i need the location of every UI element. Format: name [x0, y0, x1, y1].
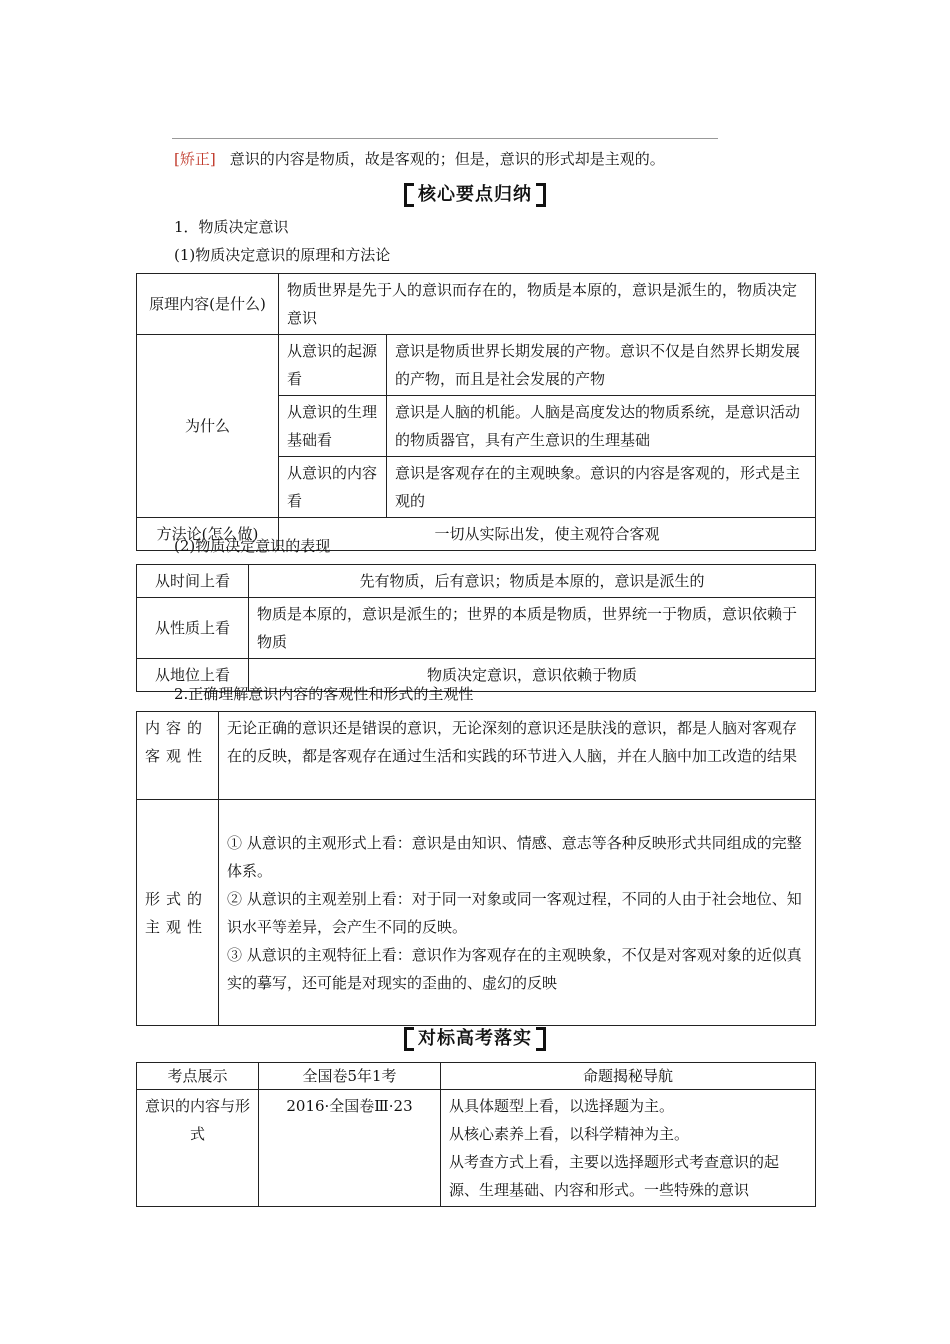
manifestation-table [136, 564, 816, 692]
exam-source: 2016·全国卷Ⅲ·23 [259, 1090, 441, 1207]
exam-table [136, 1062, 816, 1207]
point1-heading: 1．物质决定意识 [174, 218, 289, 236]
correction-line [174, 148, 774, 170]
subjective-item-2: ② 从意识的主观差别上看：对于同一对象或同一客观过程，不同的人由于社会地位、知识水平等差异，会产生不同的反映。 [227, 889, 802, 936]
subjective-item-1: ① 从意识的主观形式上看：意识是由知识、情感、意志等各种反映形式共同组成的完整体系。 [227, 833, 802, 880]
principle-table [136, 273, 816, 551]
objectivity-table [136, 711, 816, 1026]
point1-sub1: (1)物质决定意识的原理和方法论 [174, 246, 391, 264]
method-text: 一切从实际出发，使主观符合客观 [279, 518, 816, 551]
correction-text: 意识的内容是物质，故是客观的；但是，意识的形式却是主观的。 [229, 150, 665, 168]
exam-topic: 意识的内容与形式 [137, 1090, 259, 1207]
principle-text: 物质世界是先于人的意识而存在的，物质是本原的，意识是派生的，物质决定意识 [279, 274, 816, 335]
point2-heading: 2.正确理解意识内容的客观性和形式的主观性 [174, 685, 474, 703]
time-label: 从时间上看 [137, 565, 249, 598]
subjective-item-3: ③ 从意识的主观特征上看：意识作为客观存在的主观映象，不仅是对客观对象的近似真实的摹写，还可能是对现实的歪曲的、虚幻的反映 [227, 945, 802, 992]
point1-sub2: (2)物质决定意识的表现 [174, 537, 331, 555]
origin-label: 从意识的起源看 [279, 335, 387, 396]
time-text: 先有物质，后有意识；物质是本原的，意识是派生的 [249, 565, 816, 598]
content-text: 意识是客观存在的主观映象。意识的内容是客观的，形式是主观的 [387, 457, 816, 518]
subjective-cell [219, 800, 816, 1026]
method-label: 方法论(怎么做) [137, 518, 279, 551]
physiology-text: 意识是人脑的机能。人脑是高度发达的物质系统，是意识活动的物质器官，具有产生意识的生理基础 [387, 396, 816, 457]
origin-text: 意识是物质世界长期发展的产物。意识不仅是自然界长期发展的产物，而且是社会发展的产物 [387, 335, 816, 396]
principle-label: 原理内容(是什么) [137, 274, 279, 335]
section-title: 核心要点归纳 [404, 182, 546, 208]
exam-note-2: 从核心素养上看，以科学精神为主。 [449, 1125, 690, 1143]
exam-header-guide: 命题揭秘导航 [441, 1063, 816, 1090]
exam-header-count: 全国卷5年1考 [259, 1063, 441, 1090]
content-label: 从意识的内容看 [279, 457, 387, 518]
physiology-label: 从意识的生理基础看 [279, 396, 387, 457]
nature-label: 从性质上看 [137, 598, 249, 659]
nature-text: 物质是本原的，意识是派生的；世界的本质是物质，世界统一于物质，意识依赖于物质 [249, 598, 816, 659]
objective-label: 内容的客观性 [137, 712, 219, 800]
exam-note-1: 从具体题型上看，以选择题为主。 [449, 1097, 675, 1115]
objective-text: 无论正确的意识还是错误的意识，无论深刻的意识还是肤浅的意识，都是人脑对客观存在的反映，都是客观存在通过生活和实践的环节进入人脑，并在人脑中加工改造的结果 [219, 712, 816, 800]
correction-tag: [矫正] [174, 150, 216, 168]
section-heading-core [0, 182, 950, 208]
status-text: 物质决定意识，意识依赖于物质 [249, 659, 816, 692]
section-heading-exam [0, 1026, 950, 1052]
subjective-label: 形式的主观性 [137, 800, 219, 1026]
exam-note-3: 从考查方式上看，主要以选择题形式考查意识的起源、生理基础、内容和形式。一些特殊的意识 [449, 1153, 780, 1199]
why-label: 为什么 [137, 335, 279, 518]
section-title-exam: 对标高考落实 [404, 1026, 546, 1052]
top-divider [172, 138, 718, 139]
status-label: 从地位上看 [137, 659, 249, 692]
exam-notes [441, 1090, 816, 1207]
exam-header-topic: 考点展示 [137, 1063, 259, 1090]
